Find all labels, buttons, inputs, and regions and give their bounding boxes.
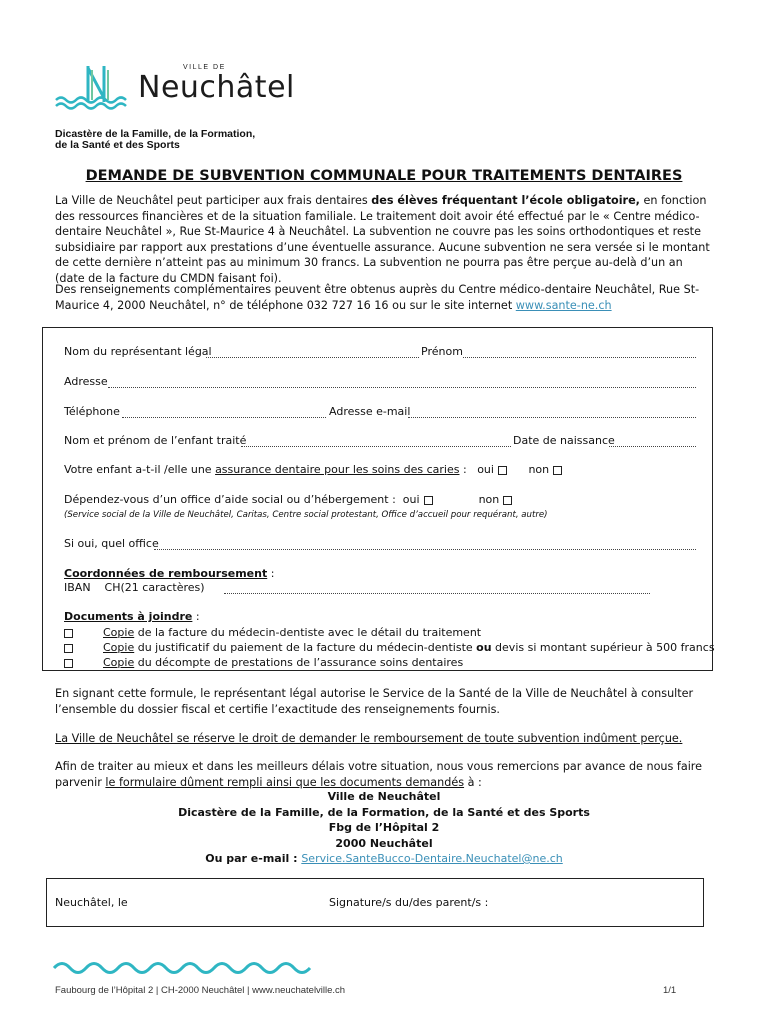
address-block <box>0 789 768 867</box>
doc1-text: de la facture du médecin-dentiste avec le détail du traitement <box>134 626 482 639</box>
doc2-copie: Copie <box>103 641 135 654</box>
city-logo <box>52 62 142 110</box>
reserve-paragraph: La Ville de Neuchâtel se réserve le droit de demander le remboursement de toute subvention indûment perçue. <box>55 732 683 745</box>
intro-text-a: La Ville de Neuchâtel peut participer aux frais dentaires <box>55 194 372 207</box>
office-oui-label: oui <box>402 493 420 506</box>
email-label: Adresse e-mail <box>329 405 411 418</box>
email-prefix: Ou par e-mail : <box>205 852 302 865</box>
page-number: 1/1 <box>663 985 677 996</box>
docs-title: Documents à joindre : <box>64 610 200 623</box>
doc3-checkbox[interactable] <box>64 659 73 668</box>
enfant-field[interactable] <box>241 446 511 447</box>
intro-paragraph <box>55 193 715 286</box>
address-line4: 2000 Neuchâtel <box>335 836 433 850</box>
assurance-oui-label: oui <box>477 463 494 476</box>
logo-small-text: VILLE DE <box>183 64 226 71</box>
iban-hint: CH(21 caractères) <box>104 581 205 594</box>
adresse-field[interactable] <box>108 387 696 388</box>
dicastere-header <box>55 129 255 151</box>
assurance-text-u: assurance dentaire pour les soins des caries <box>215 463 460 476</box>
coord-title: Coordonnées de remboursement : <box>64 567 275 580</box>
adresse-label: Adresse <box>64 375 108 388</box>
doc2-item <box>62 641 715 654</box>
doc2-checkbox[interactable] <box>64 644 73 653</box>
iban-label: IBAN <box>64 581 91 594</box>
docs-title-text: Documents à joindre <box>64 610 193 623</box>
intro-bold: des élèves fréquentant l’école obligatoire, <box>371 194 640 207</box>
doc1-copie: Copie <box>103 626 135 639</box>
address-email-line <box>0 851 768 867</box>
rep-field[interactable] <box>206 357 419 358</box>
footer-wave-icon <box>52 958 314 979</box>
send-paragraph <box>55 759 715 790</box>
doc2-text-b: devis si montant supérieur à 500 francs <box>491 641 715 654</box>
sante-link[interactable]: www.sante-ne.ch <box>515 298 612 312</box>
dicastere-line1: Dicastère de la Famille, de la Formation, <box>55 128 256 140</box>
enfant-label: Nom et prénom de l’enfant traité <box>64 434 247 447</box>
assurance-non-label: non <box>528 463 550 476</box>
consent-paragraph: En signant cette formule, le représentant légal autorise le Service de la Santé de la Ville de Neuchâtel à consulter l’ensemble du dossier fiscal et certifie l’exactitude des renseignements fournis. <box>55 687 694 716</box>
naissance-field[interactable] <box>609 446 696 447</box>
assurance-non-checkbox[interactable] <box>553 466 562 475</box>
page-title: DEMANDE DE SUBVENTION COMMUNALE POUR TRAITEMENTS DENTAIRES <box>85 168 683 184</box>
address-line3: Fbg de l’Hôpital 2 <box>328 821 440 834</box>
assurance-oui-checkbox[interactable] <box>498 466 507 475</box>
rep-label: Nom du représentant légal <box>64 345 212 358</box>
email-field[interactable] <box>408 417 696 418</box>
office-note: (Service social de la Ville de Neuchâtel, Caritas, Centre social protestant, Office d’accueil pour requérant, autre) <box>64 510 548 520</box>
prenom-label: Prénom <box>421 345 463 358</box>
signature-label: Signature/s du/des parent/s : <box>329 896 489 909</box>
intro-text-b: en fonction des ressources financières et de la situation familiale. Le traitement doit avoir été effectué par le « Centre médico-dentaire Neuchâtel », Rue St-Maurice 4 à Neuchâtel. La subvention ne couvre pas les soins orthodontiques et reste subsidiaire par rapport aux prestations d’une éventuelle assurance. Aucune subvention ne sera versée si le montant de cette dernière n’atteint pas au minimum 30 francs. La subvention ne pourra pas être perçue au-delà d’un an (date de la facture du CMDN faisant foi). <box>55 194 710 285</box>
assurance-text-a: Votre enfant a-t-il /elle une <box>64 463 216 476</box>
dicastere-line2: de la Santé et des Sports <box>55 139 180 151</box>
iban-field[interactable] <box>224 593 650 594</box>
send-text-b: à : <box>464 775 482 789</box>
email-link[interactable]: Service.SanteBucco-Dentaire.Neuchatel@ne.ch <box>301 852 563 865</box>
doc3-item <box>62 656 463 669</box>
iban-row <box>64 581 205 594</box>
telephone-field[interactable] <box>122 417 326 418</box>
address-line2: Dicastère de la Famille, de la Formation, de la Santé et des Sports <box>178 805 590 819</box>
address-line1: Ville de Neuchâtel <box>327 790 441 803</box>
doc3-copie: Copie <box>103 656 135 669</box>
office-name-field[interactable] <box>154 549 696 550</box>
office-question <box>64 493 516 506</box>
info-paragraph <box>55 282 715 313</box>
doc2-text-a: du justificatif du paiement de la facture du médecin-dentiste <box>134 641 477 654</box>
naissance-label: Date de naissance <box>513 434 615 447</box>
doc1-checkbox[interactable] <box>64 629 73 638</box>
doc1-item <box>62 626 481 639</box>
prenom-field[interactable] <box>463 357 696 358</box>
coord-title-text: Coordonnées de remboursement <box>64 567 268 580</box>
send-text-a: Afin de traiter au mieux et dans les meilleurs délais votre situation, nous vous remercions par avance de nous faire parvenir <box>55 760 703 789</box>
info-text: Des renseignements complémentaires peuvent être obtenus auprès du Centre médico-dentaire Neuchâtel, Rue St-Maurice 4, 2000 Neuchâtel, n° de téléphone 032 727 16 16 ou sur le site internet <box>55 283 700 312</box>
footer-address: Faubourg de l’Hôpital 2 | CH-2000 Neuchâtel | www.neuchatelville.ch <box>55 985 346 996</box>
office-text: Dépendez-vous d’un office d’aide social ou d’hébergement : <box>64 493 396 506</box>
telephone-label: Téléphone <box>64 405 120 418</box>
assurance-question <box>64 463 566 476</box>
signature-place: Neuchâtel, le <box>55 896 128 909</box>
logo-name: Neuchâtel <box>138 70 295 105</box>
si-oui-label: Si oui, quel office <box>64 537 159 550</box>
doc2-bold: ou <box>476 641 492 654</box>
office-non-label: non <box>478 493 500 506</box>
logo-mark-icon <box>52 62 142 110</box>
send-text-u: le formulaire dûment rempli ainsi que les documents demandés <box>105 775 465 789</box>
office-non-checkbox[interactable] <box>503 496 512 505</box>
doc3-text: du décompte de prestations de l’assurance soins dentaires <box>134 656 464 669</box>
assurance-text-b: : <box>459 463 467 476</box>
office-oui-checkbox[interactable] <box>424 496 433 505</box>
